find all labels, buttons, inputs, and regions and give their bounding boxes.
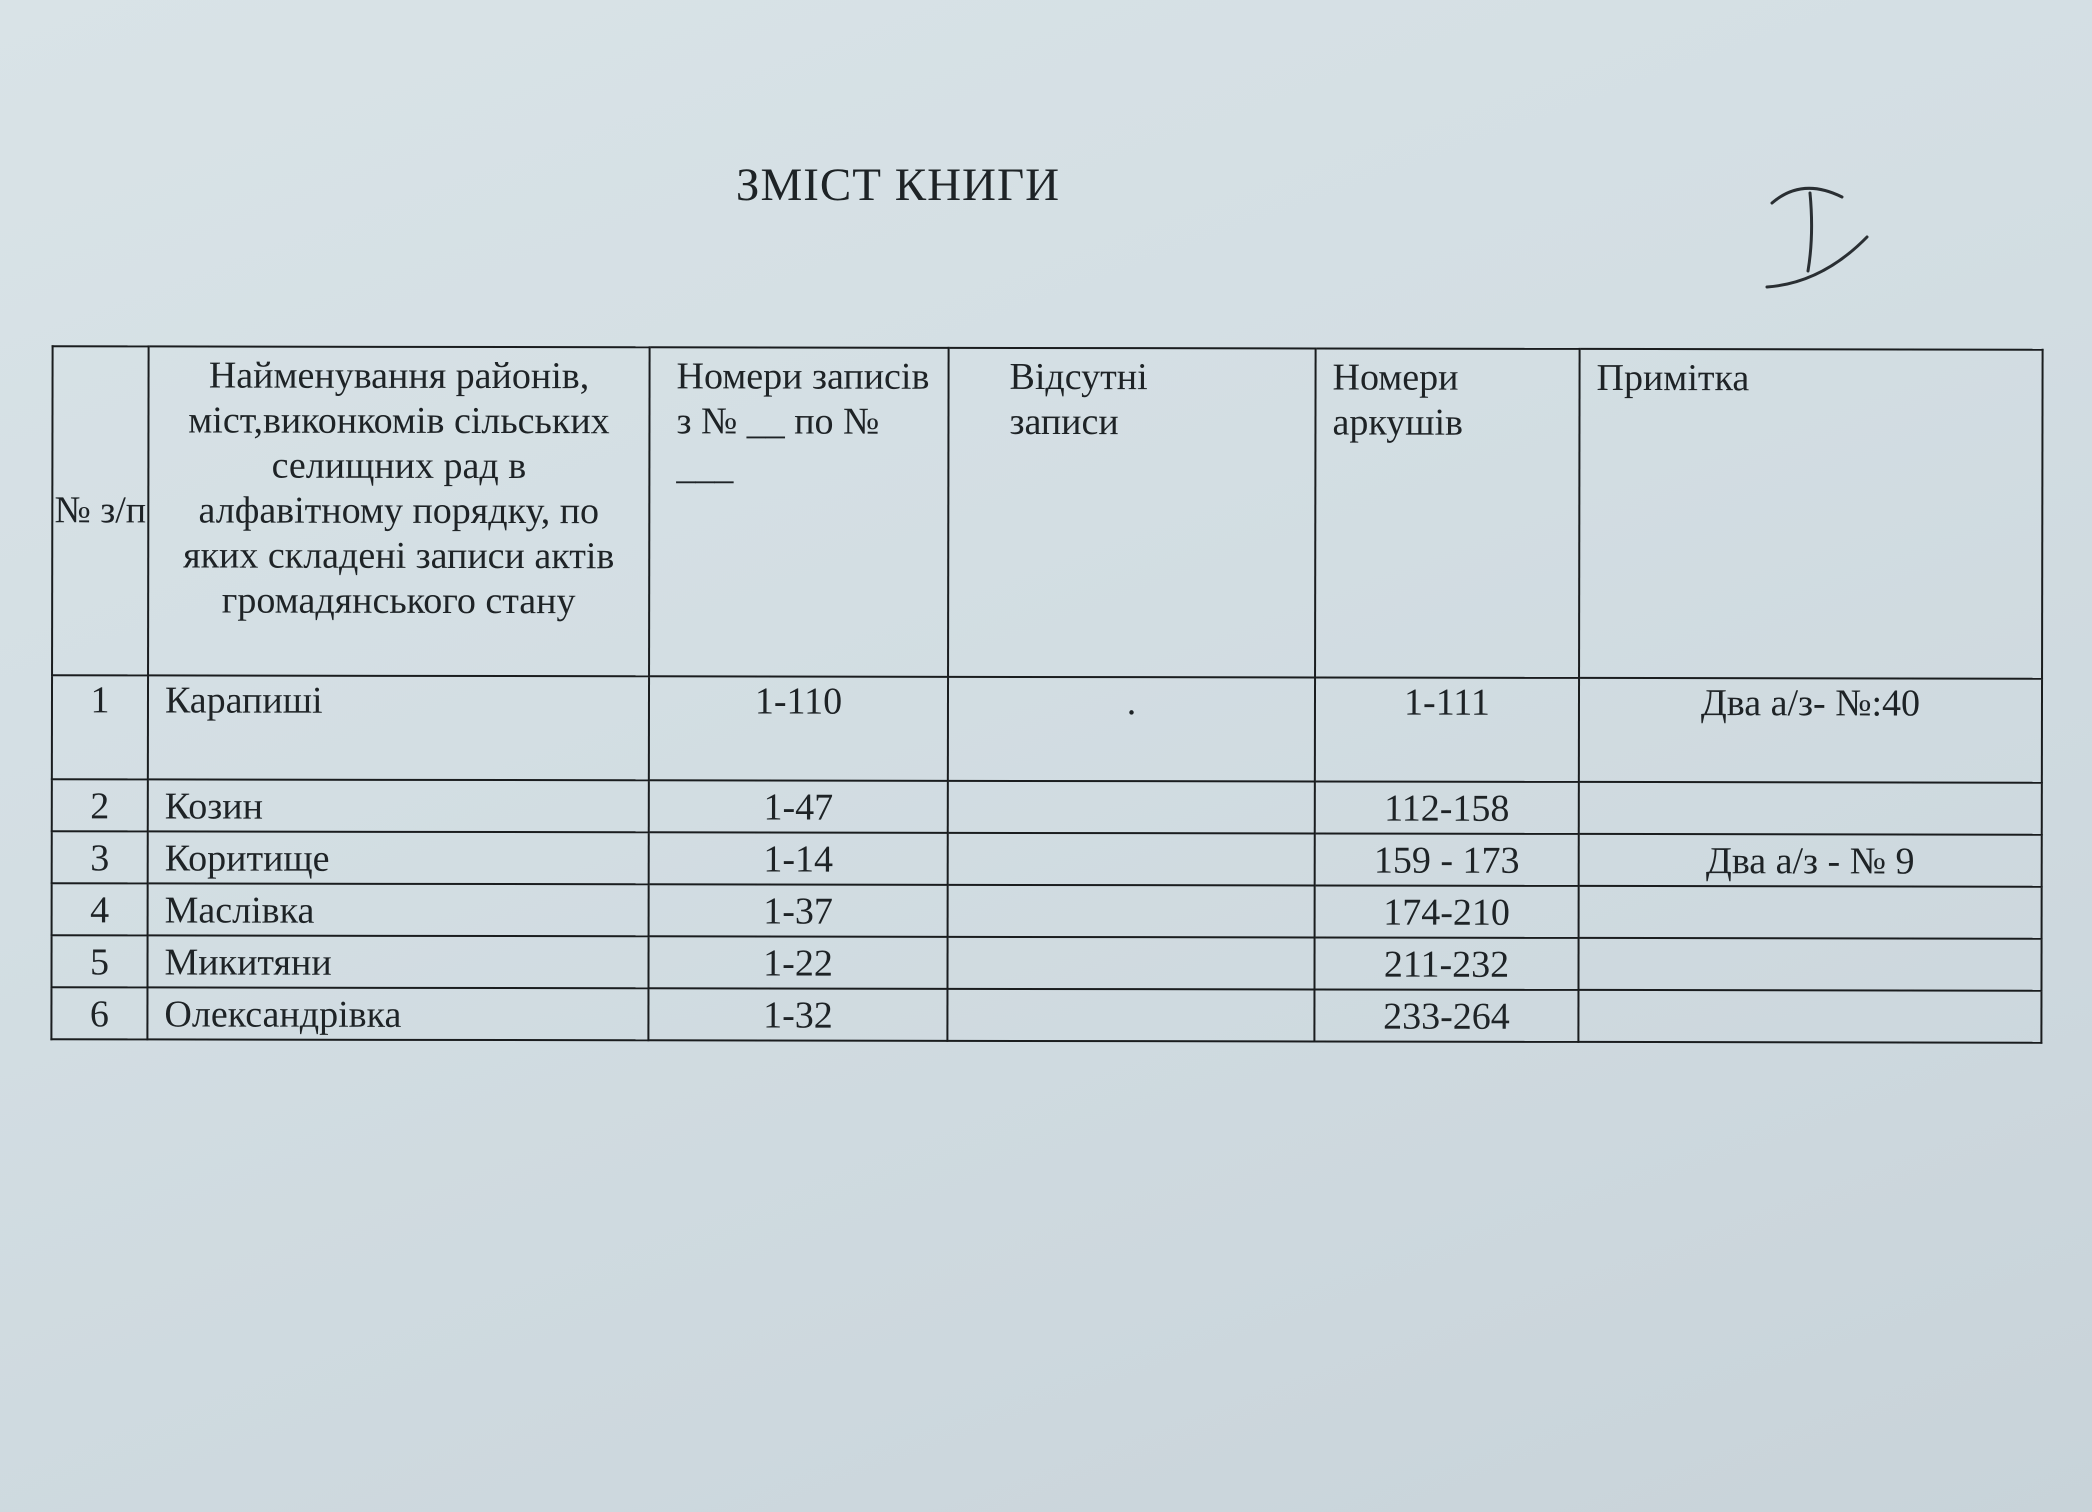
table-row [52, 675, 2042, 782]
cell-missing [947, 989, 1314, 1042]
cell-note: Два а/з- №:40 [1579, 678, 2042, 783]
cell-records: 1-110 [649, 676, 948, 781]
cell-note [1578, 938, 2041, 991]
header-records: Номери записів з № __ по № ___ [649, 347, 949, 677]
cell-num: 4 [52, 883, 148, 935]
header-name: Найменування районів, міст,виконкомів сільських селищних рад в алфавітному порядку, по яких складені записи актів громадянського стану [148, 346, 650, 676]
cell-records: 1-22 [648, 936, 947, 989]
cell-num: 2 [52, 779, 148, 831]
header-row [52, 346, 2043, 678]
table-row [52, 883, 2042, 938]
cell-num: 3 [52, 831, 148, 883]
cell-name: Козин [148, 779, 649, 832]
cell-records: 1-14 [649, 832, 948, 885]
cell-num: 1 [52, 675, 148, 779]
cell-name: Олександрівка [147, 987, 648, 1040]
cell-sheets: 112-158 [1315, 781, 1579, 833]
cell-name: Карапиші [148, 675, 649, 780]
cell-sheets: 1-111 [1315, 677, 1579, 781]
table-row [51, 987, 2041, 1042]
cell-note [1579, 782, 2042, 835]
cell-note: Два а/з - № 9 [1579, 834, 2042, 887]
cell-missing [948, 781, 1315, 834]
cell-note [1579, 886, 2042, 939]
page-title: ЗМІСТ КНИГИ [735, 159, 1061, 211]
cell-name: Микитяни [147, 935, 648, 988]
cell-sheets: 174-210 [1315, 885, 1579, 937]
cell-missing [948, 885, 1315, 938]
header-note: Примітка [1579, 349, 2043, 679]
cell-num: 5 [51, 935, 147, 987]
cell-num: 6 [51, 987, 147, 1039]
cell-name: Маслівка [148, 883, 649, 936]
header-missing: Відсутні записи [948, 348, 1316, 678]
cell-records: 1-37 [649, 884, 948, 937]
cell-name: Коритище [148, 831, 649, 884]
header-sheets: Номери аркушів [1315, 348, 1580, 677]
contents-table [50, 345, 2043, 1043]
cell-note [1578, 990, 2041, 1043]
cell-records: 1-32 [648, 988, 947, 1041]
cell-sheets: 159 - 173 [1315, 833, 1579, 885]
cell-missing [947, 937, 1314, 990]
cell-sheets: 233-264 [1314, 989, 1578, 1041]
table-row [51, 935, 2041, 990]
cell-records: 1-47 [649, 780, 948, 833]
cell-missing [948, 833, 1315, 886]
cell-missing: . [948, 677, 1315, 782]
table-row [52, 779, 2042, 834]
header-number: № з/п [52, 346, 149, 675]
table-row [52, 831, 2042, 886]
cell-sheets: 211-232 [1314, 937, 1578, 989]
handwritten-mark [1762, 175, 1872, 295]
